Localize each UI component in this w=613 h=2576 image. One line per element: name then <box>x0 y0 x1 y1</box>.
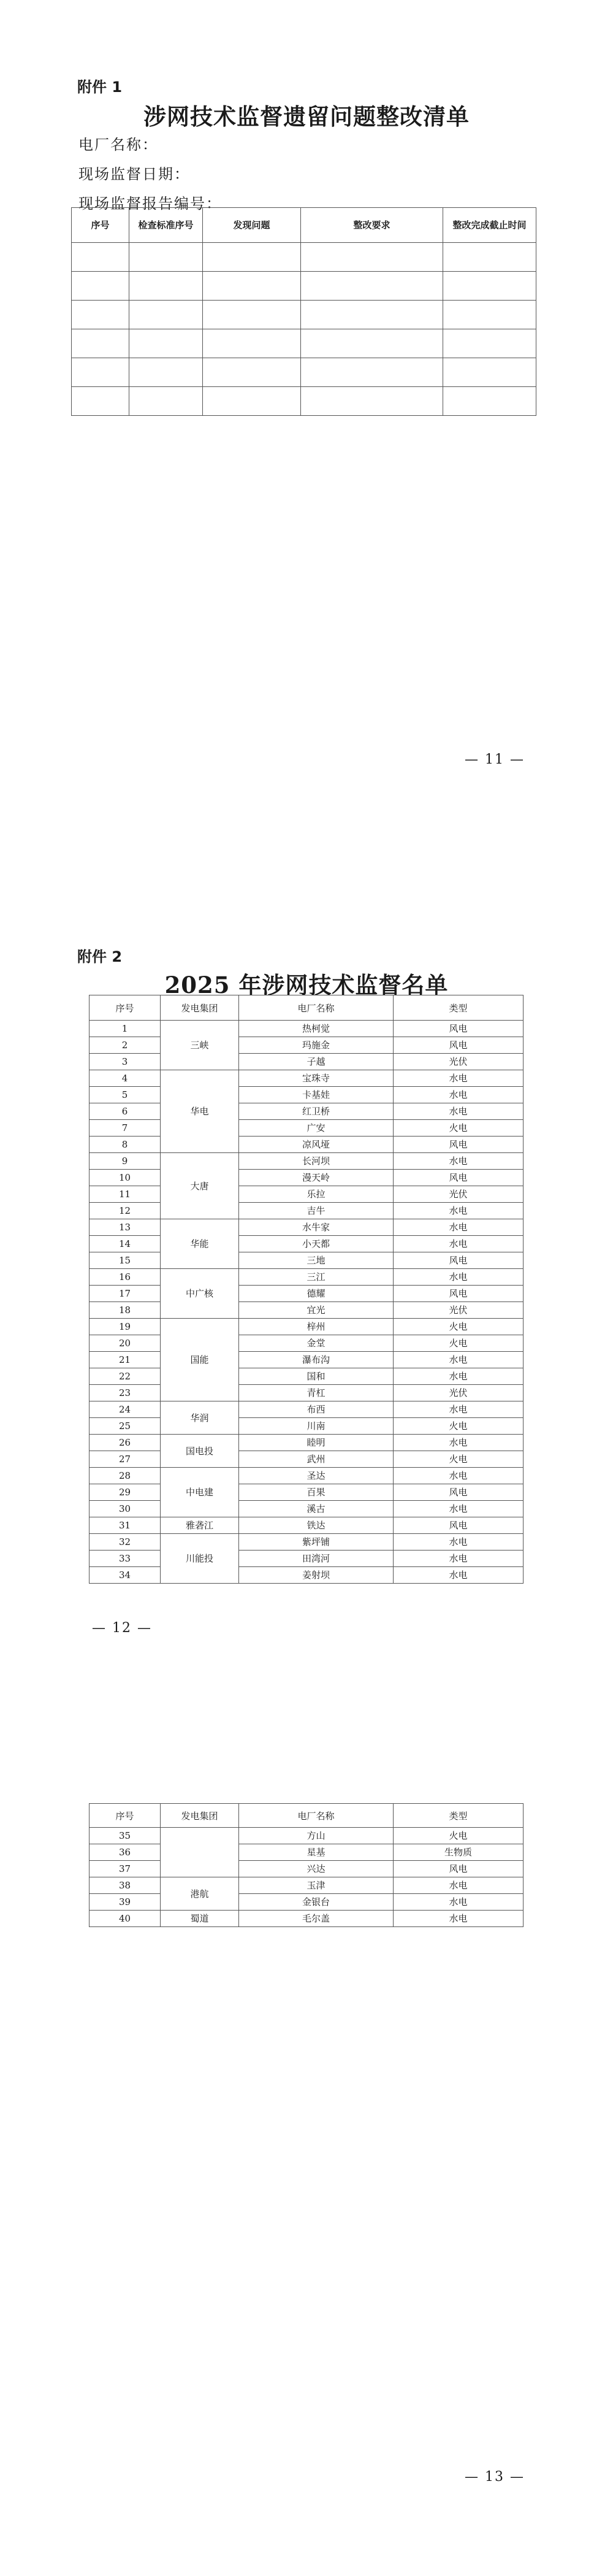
rectification-table <box>71 207 536 416</box>
page-13 <box>0 1717 613 2576</box>
group-cell: 国能 <box>161 1319 239 1401</box>
group-cell: 川能投 <box>161 1534 239 1584</box>
page-number: — 12 — <box>92 1620 152 1636</box>
table-header-row <box>89 995 524 1021</box>
table-row: 9 大唐 长河坝 水电 <box>89 1153 524 1170</box>
table-row: 40 蜀道 毛尔盖 水电 <box>89 1911 524 1927</box>
table-row: 26 国电投 睦明 水电 <box>89 1435 524 1451</box>
header-serial: 序号 <box>72 208 129 243</box>
table-row: 6 红卫桥 水电 <box>89 1103 524 1120</box>
table-header-row <box>72 208 536 243</box>
header-group: 发电集团 <box>161 1804 239 1828</box>
table-header-row <box>89 1804 524 1828</box>
table-row: 14 小天都 水电 <box>89 1236 524 1252</box>
page-number: — 13 — <box>465 2469 525 2485</box>
group-cell: 大唐 <box>161 1153 239 1219</box>
page-number: — 11 — <box>465 752 525 767</box>
table-row: 7 广安 火电 <box>89 1120 524 1137</box>
group-cell: 中电建 <box>161 1468 239 1517</box>
table-row: 30 溪古 水电 <box>89 1501 524 1517</box>
page-title: 涉网技术监督遗留问题整改清单 <box>143 103 470 130</box>
table-row <box>72 243 536 272</box>
table-row: 37 兴达 风电 <box>89 1861 524 1877</box>
table-row: 1 三峡 热柯觉 风电 <box>89 1021 524 1037</box>
header-requirement: 整改要求 <box>301 208 443 243</box>
table-row: 36 星基 生物质 <box>89 1844 524 1861</box>
table-row: 16 中广核 三江 水电 <box>89 1269 524 1286</box>
table-row: 27 武州 火电 <box>89 1451 524 1468</box>
attachment-label: 附件 2 <box>77 948 123 965</box>
header-serial: 序号 <box>89 1804 161 1828</box>
supervision-list-table <box>89 995 524 1584</box>
table-row: 31 雅砻江 铁达 风电 <box>89 1517 524 1534</box>
group-cell: 华润 <box>161 1401 239 1435</box>
header-group: 发电集团 <box>161 995 239 1021</box>
header-plant: 电厂名称 <box>239 1804 394 1828</box>
table-row <box>72 301 536 329</box>
attachment-label: 附件 1 <box>77 79 123 96</box>
group-cell: 华电 <box>161 1070 239 1153</box>
table-row: 5 卡基娃 水电 <box>89 1087 524 1103</box>
table-row: 25 川南 火电 <box>89 1418 524 1435</box>
table-row: 28 中电建 圣达 水电 <box>89 1468 524 1484</box>
supervision-list-table-continued <box>89 1803 524 1927</box>
group-cell: 国电投 <box>161 1435 239 1468</box>
table-row: 29 百果 风电 <box>89 1484 524 1501</box>
header-standard-no: 检查标准序号 <box>129 208 203 243</box>
table-row: 11 乐拉 光伏 <box>89 1186 524 1203</box>
group-cell <box>161 1828 239 1877</box>
group-cell: 蜀道 <box>161 1911 239 1927</box>
table-row: 12 吉牛 水电 <box>89 1203 524 1219</box>
table-row <box>72 272 536 301</box>
header-type: 类型 <box>394 1804 524 1828</box>
table-row: 38 港航 玉津 水电 <box>89 1877 524 1894</box>
table-row: 4 华电 宝珠寺 水电 <box>89 1070 524 1087</box>
table-row: 20 金堂 火电 <box>89 1335 524 1352</box>
plant-name-field: 电厂名称： <box>78 136 158 153</box>
page-12 <box>0 859 613 1717</box>
group-cell: 三峡 <box>161 1021 239 1070</box>
table-row <box>72 387 536 416</box>
table-row: 23 青杠 光伏 <box>89 1385 524 1401</box>
table-row: 39 金银台 水电 <box>89 1894 524 1911</box>
table-row: 22 国和 水电 <box>89 1368 524 1385</box>
header-plant: 电厂名称 <box>239 995 394 1021</box>
page-title: 2025 年涉网技术监督名单 <box>164 972 449 999</box>
table-row: 18 宜光 光伏 <box>89 1302 524 1319</box>
table-row <box>72 358 536 387</box>
group-cell: 雅砻江 <box>161 1517 239 1534</box>
table-row: 13 华能 水牛家 水电 <box>89 1219 524 1236</box>
table-row: 19 国能 梓州 火电 <box>89 1319 524 1335</box>
table-row: 8 凉风垭 风电 <box>89 1137 524 1153</box>
table-row: 2 玛施金 风电 <box>89 1037 524 1054</box>
table-row: 17 德耀 风电 <box>89 1286 524 1302</box>
header-type: 类型 <box>394 995 524 1021</box>
table-row: 15 三地 风电 <box>89 1252 524 1269</box>
table-row <box>72 329 536 358</box>
table-row: 35 方山 火电 <box>89 1828 524 1844</box>
table-row: 24 华润 布西 水电 <box>89 1401 524 1418</box>
header-issue: 发现问题 <box>203 208 301 243</box>
table-row: 34 姜射坝 水电 <box>89 1567 524 1584</box>
table-row: 3 子越 光伏 <box>89 1054 524 1070</box>
header-deadline: 整改完成截止时间 <box>443 208 536 243</box>
table-row: 33 田湾河 水电 <box>89 1551 524 1567</box>
group-cell: 华能 <box>161 1219 239 1269</box>
table-row: 10 漫天岭 风电 <box>89 1170 524 1186</box>
table-row: 32 川能投 紫坪铺 水电 <box>89 1534 524 1551</box>
group-cell: 中广核 <box>161 1269 239 1319</box>
page-11 <box>0 0 613 859</box>
report-number-field: 现场监督报告编号： <box>78 195 222 212</box>
header-serial: 序号 <box>89 995 161 1021</box>
supervision-date-field: 现场监督日期： <box>78 166 190 183</box>
table-row: 21 瀑布沟 水电 <box>89 1352 524 1368</box>
group-cell: 港航 <box>161 1877 239 1911</box>
